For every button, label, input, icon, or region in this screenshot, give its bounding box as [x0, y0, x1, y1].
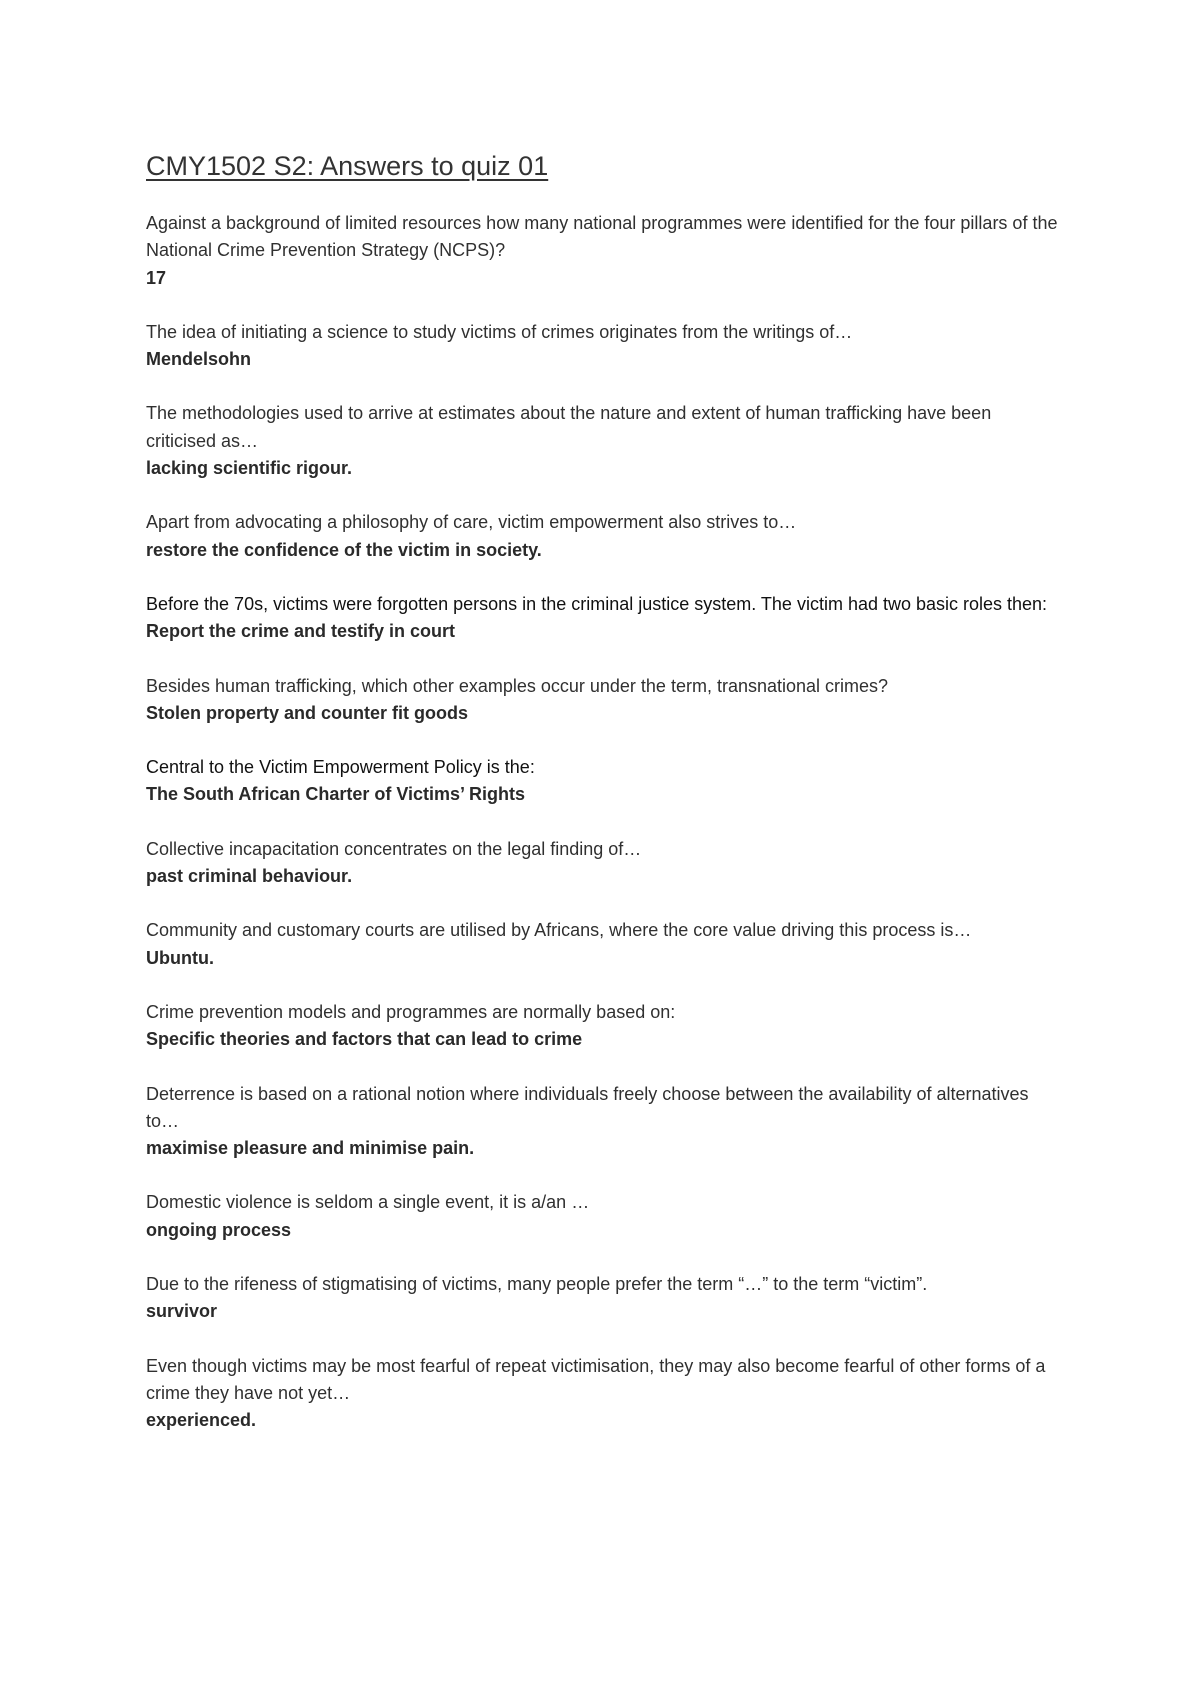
- qa-item-14: [146, 1353, 1066, 1435]
- question-4: Apart from advocating a philosophy of care, victim empowerment also strives to…: [146, 512, 797, 533]
- answer-12: ongoing process: [146, 1219, 292, 1240]
- qa-item-3: [146, 400, 1066, 482]
- question-6: Besides human trafficking, which other examples occur under the term, transnational crimes?: [146, 675, 889, 696]
- answer-7: The South African Charter of Victims’ Rights: [146, 784, 526, 805]
- answer-6: Stolen property and counter fit goods: [146, 702, 469, 723]
- question-9: Community and customary courts are utilised by Africans, where the core value driving this process is…: [146, 920, 972, 941]
- answer-11: maximise pleasure and minimise pain.: [146, 1138, 475, 1159]
- question-11: Deterrence is based on a rational notion where individuals freely choose between the availability of alternatives to…: [146, 1083, 1029, 1131]
- qa-item-4: [146, 509, 1066, 564]
- answer-1: 17: [146, 267, 167, 288]
- answer-13: survivor: [146, 1301, 218, 1322]
- qa-item-7: [146, 754, 1066, 809]
- question-13: Due to the rifeness of stigmatising of victims, many people prefer the term “…” to the term “victim”.: [146, 1274, 928, 1295]
- answer-5: Report the crime and testify in court: [146, 621, 456, 642]
- answer-14: experienced.: [146, 1410, 257, 1431]
- qa-item-9: [146, 917, 1066, 972]
- question-10: Crime prevention models and programmes are normally based on:: [146, 1001, 676, 1022]
- qa-item-5: [146, 591, 1066, 646]
- qa-item-6: [146, 673, 1066, 728]
- qa-item-1: [146, 210, 1066, 292]
- qa-item-11: [146, 1081, 1066, 1163]
- question-2: The idea of initiating a science to study victims of crimes originates from the writings of…: [146, 321, 853, 342]
- answer-2: Mendelsohn: [146, 349, 252, 370]
- answer-3: lacking scientific rigour.: [146, 458, 353, 479]
- question-14: Even though victims may be most fearful of repeat victimisation, they may also become fearful of other forms of a crime they have not yet…: [146, 1355, 1046, 1403]
- answer-9: Ubuntu.: [146, 947, 214, 968]
- question-1: Against a background of limited resources how many national programmes were identified for the four pillars of the National Crime Prevention Strategy (NCPS)?: [146, 213, 1058, 261]
- qa-item-2: [146, 319, 1066, 374]
- answer-10: Specific theories and factors that can lead to crime: [146, 1029, 583, 1050]
- question-3: The methodologies used to arrive at estimates about the nature and extent of human trafficking have been criticised as…: [146, 403, 992, 451]
- document-title: CMY1502 S2: Answers to quiz 01: [146, 151, 549, 181]
- qa-item-12: [146, 1189, 1066, 1244]
- answer-4: restore the confidence of the victim in society.: [146, 539, 542, 560]
- qa-item-13: [146, 1271, 1066, 1326]
- question-12: Domestic violence is seldom a single event, it is a/an …: [146, 1192, 590, 1213]
- qa-item-8: [146, 836, 1066, 891]
- qa-item-10: [146, 999, 1066, 1054]
- question-7: Central to the Victim Empowerment Policy is the:: [146, 757, 535, 778]
- answer-8: past criminal behaviour.: [146, 866, 353, 887]
- document-page: [146, 148, 1066, 1462]
- question-5: Before the 70s, victims were forgotten persons in the criminal justice system. The victim had two basic roles then:: [146, 593, 1048, 614]
- question-8: Collective incapacitation concentrates on the legal finding of…: [146, 838, 642, 859]
